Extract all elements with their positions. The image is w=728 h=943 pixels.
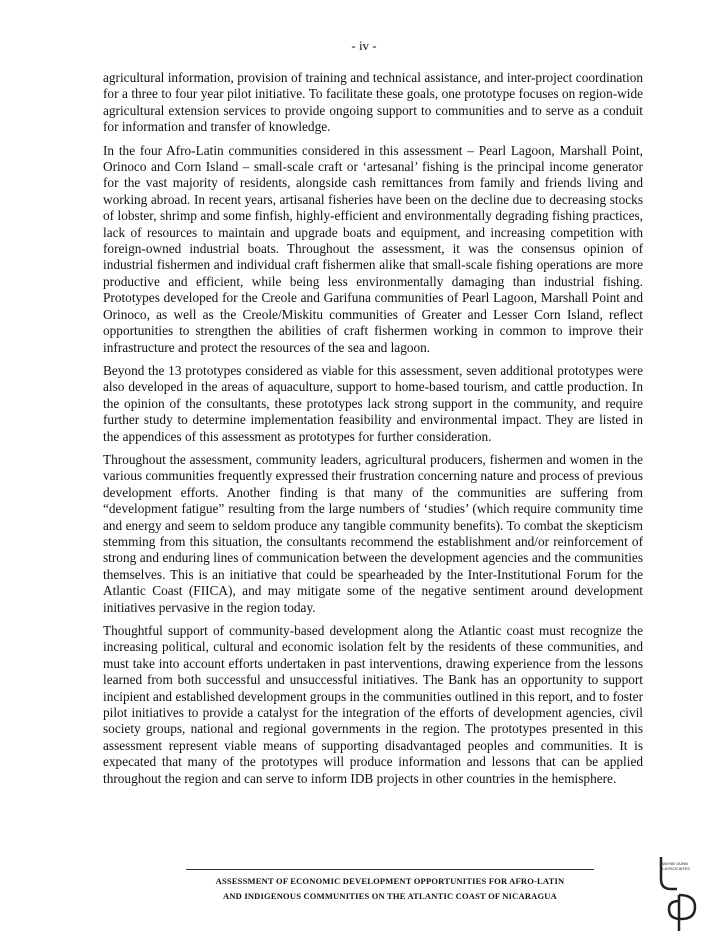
paragraph-1: agricultural information, provision of training and technical assistance, and inter-project coordination for a three to four year pilot initiative. To facilitate these goals, one prototype focuses on region-wide agricultural extension services to provide ongoing support to communities and to serve as a conduit for information and transfer of knowledge. [103,70,643,135]
page-number: - iv - [351,38,377,53]
paragraph-5: Thoughtful support of community-based development along the Atlantic coast must recognize the increasing political, cultural and economic isolation felt by the residents of these communities, and must take into account efforts undertaken in past interventions, drawing experience from the lessons learned from both successful and unsuccessful initiatives. The Bank has an opportunity to support incipient and established development groups in the communities outlined in this report, and to foster pilot initiatives to provide a catalyst for the integration of the efforts of development agencies, civil society groups, national and regional governments in the region. The prototypes presented in this assessment represent viable means of supporting disadvantaged peoples and communities. It is expecated that many of the prototypes will produce information and lessons that can be applied throughout the region and can serve to inform IDB projects in other countries in the hemisphere. [103,623,643,786]
footer-line-2: AND INDIGENOUS COMMUNITIES ON THE ATLANTIC COAST OF NICARAGUA [223,891,557,901]
paragraph-2: In the four Afro-Latin communities considered in this assessment – Pearl Lagoon, Marshall Point, Orinoco and Corn Island – small-scale craft or ‘artesanal’ fishing is the principal income generator for the vast majority of residents, alongside cash remittances from family and friends living and working abroad. In recent years, artisanal fisheries have been on the decline due to decreasing stocks of lobster, shrimp and some finfish, highly-efficient and environmentally degrading fishing practices, lack of resources to maintain and upgrade boats and equipment, and increasing competition with foreign-owned industrial boats. Throughout the assessment, it was the consensus opinion of industrial fishermen and individual craft fishermen alike that small-scale fishing operations are more productive and efficient, while being less environmentally damaging than industrial fishing. Prototypes developed for the Creole and Garifuna communities of Pearl Lagoon, Marshall Point and Orinoco, as well as the Creole/Miskitu communities of Greater and Lesser Corn Island, reflect opportunities to strengthen the abilities of craft fishermen working in common to improve their infrastructure and protect the resources of the sea and lagoon. [103,142,643,355]
footer-divider [186,869,594,870]
paragraph-3: Beyond the 13 prototypes considered as viable for this assessment, seven additional prototypes were also developed in the areas of aquaculture, support to home-based tourism, and cattle production. In the opinion of the consultants, these prototypes lack strong support in the community, and require further study to determine implementation feasibility and environmental impact. They are listed in the appendices of this assessment as prototypes for further consideration. [103,362,643,444]
footer-line-1: ASSESSMENT OF ECONOMIC DEVELOPMENT OPPORTUNITIES FOR AFRO-LATIN [215,876,565,886]
logo-line-1: WAYNE DUNN [661,861,688,866]
logo-line-2: & ASSOCIATES [661,866,690,871]
paragraph-4: Throughout the assessment, community leaders, agricultural producers, fishermen and women in the various communities frequently expressed their frustration concerning nature and process of previous development efforts. Another finding is that many of the communities are suffering from “development fatigue” resulting from the large numbers of ‘studies’ (which require community time and energy and seem to seldom produce any tangible community benefits). To combat the skepticism stemming from this situation, the consultants recommend the establishment and/or reinforcement of strong and enduring lines of communication between the development agencies and the communities themselves. This is an initiative that could be spearheaded by the Inter-Institutional Forum for the Atlantic Coast (FIICA), and may mitigate some of the negative sentiment around development initiatives pervasive in the region today. [103,451,643,615]
footer-title [186,874,594,904]
body-text [103,70,643,794]
company-logo [655,855,703,933]
